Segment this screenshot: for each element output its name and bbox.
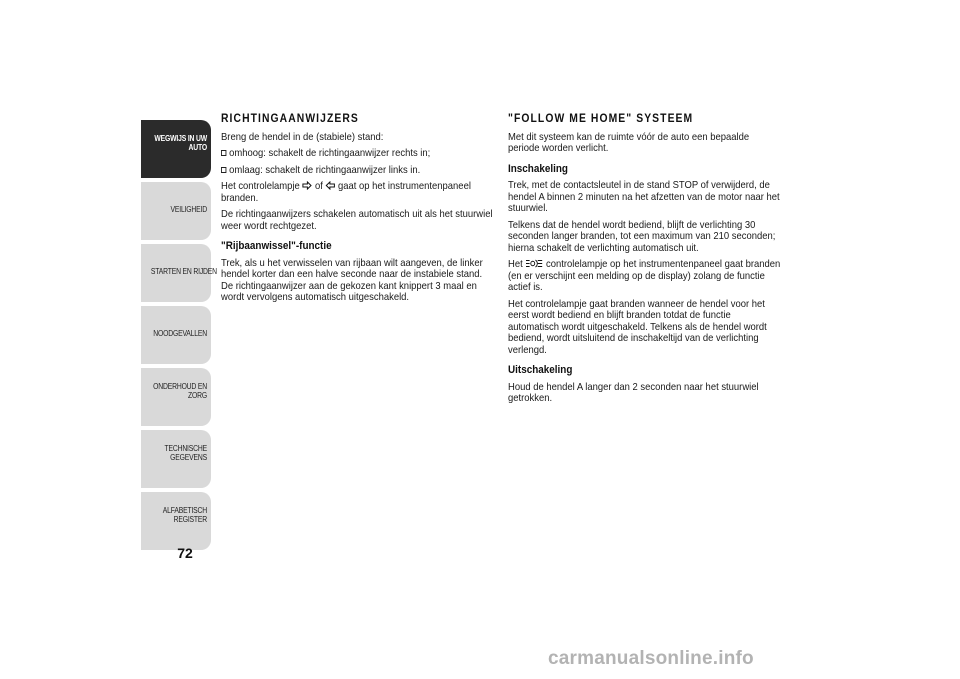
text: Trek, als u het verwisselen van rijbaan wilt aangeven, de linker hendel korter dan een halve seconde naar de instabiele stand. De richtingaanwijzer aan de gekozen kant knippert 3 maal en wordt vervolgens automatisch uitgeschakeld. xyxy=(221,256,483,303)
text: Breng de hendel in de (stabiele) stand: xyxy=(221,130,384,143)
paragraph xyxy=(221,209,496,232)
tab-label-line: TECHNISCHE xyxy=(164,444,207,453)
text: controlelampje op het instrumentenpaneel gaat branden (en er verschijnt een melding op de display) zolang de functie actief is. xyxy=(508,258,781,293)
checkbox-bullet-icon xyxy=(221,167,226,173)
text: gaat op het instrumentenpaneel branden. xyxy=(221,180,471,204)
tab-label-line: VEILIGHEID xyxy=(170,205,207,214)
tab-onderhoud-en-zorg[interactable] xyxy=(141,368,211,426)
tab-technische-gegevens[interactable] xyxy=(141,430,211,488)
text: omhoog: schakelt de richtingaanwijzer rechts in; xyxy=(229,147,431,159)
text: Het xyxy=(508,258,523,270)
follow-me-home-lamp-icon xyxy=(525,259,543,268)
subsection-title-inschakeling: Inschakeling xyxy=(508,162,568,175)
tab-label-line: STARTEN EN RIJDEN xyxy=(150,267,217,276)
checkbox-bullet-icon xyxy=(221,150,226,156)
paragraph xyxy=(221,132,496,144)
tab-label-line: GEGEVENS xyxy=(170,453,207,462)
paragraph xyxy=(221,181,496,204)
paragraph xyxy=(508,382,783,405)
paragraph xyxy=(221,258,496,304)
tab-label-line: ONDERHOUD EN xyxy=(153,382,207,391)
text: Met dit systeem kan de ruimte vóór de auto een bepaalde periode worden verlicht. xyxy=(508,130,750,154)
text: of xyxy=(314,180,323,192)
paragraph xyxy=(508,220,783,255)
right-turn-signal-icon xyxy=(302,181,312,190)
text: De richtingaanwijzers schakelen automatisch uit als het stuurwiel weer wordt rechtgezet. xyxy=(221,208,493,232)
bullet-item xyxy=(221,165,496,177)
left-column xyxy=(221,114,496,309)
tab-label-line: WEGWIJS IN UW xyxy=(154,134,207,143)
tab-label-line: AUTO xyxy=(188,143,207,152)
tab-label-line: ALFABETISCH xyxy=(162,506,207,515)
tab-label-line: REGISTER xyxy=(173,515,207,524)
tab-noodgevallen[interactable] xyxy=(141,306,211,364)
left-turn-signal-icon xyxy=(325,181,335,190)
section-title-follow-me-home: "FOLLOW ME HOME" SYSTEEM xyxy=(508,113,694,125)
tab-wegwijs-in-uw-auto[interactable] xyxy=(141,120,211,178)
text: Het controlelampje gaat branden wanneer de hendel voor het eerst wordt bediend en blijft branden totdat de functie automatisch wordt uitgeschakeld. Telkens als de hendel wordt bediend, wordt uitsluitend de inschakeltijd van de verlichting verlengd. xyxy=(508,297,767,356)
paragraph xyxy=(508,180,783,215)
paragraph xyxy=(508,259,783,294)
tab-starten-en-rijden[interactable] xyxy=(141,244,217,302)
text: Trek, met de contactsleutel in de stand STOP of verwijderd, de hendel A binnen 2 minuten na het afzetten van de motor naar het stuurwiel. xyxy=(508,179,780,214)
page-number: 72 xyxy=(177,545,193,561)
right-column xyxy=(508,114,783,410)
tab-label-line: ZORG xyxy=(188,391,207,400)
subsection-title-rijbaanwissel: "Rijbaanwissel"-functie xyxy=(221,240,332,252)
bullet-item xyxy=(221,148,496,160)
tab-alfabetisch-register[interactable] xyxy=(141,492,211,550)
paragraph xyxy=(508,132,783,155)
text: Het controlelampje xyxy=(221,180,300,192)
watermark: carmanualsonline.info xyxy=(548,648,754,669)
text: Houd de hendel A langer dan 2 seconden naar het stuurwiel getrokken. xyxy=(508,380,759,404)
tab-label-line: NOODGEVALLEN xyxy=(153,329,207,338)
text: omlaag: schakelt de richtingaanwijzer links in. xyxy=(229,163,421,176)
text: Telkens dat de hendel wordt bediend, blijft de verlichting 30 seconden langer branden, tot een maximum van 210 seconden; hierna schakelt de verlichting automatisch uit. xyxy=(508,218,776,254)
paragraph xyxy=(508,299,783,357)
subsection-title-uitschakeling: Uitschakeling xyxy=(508,364,573,376)
tab-veiligheid[interactable] xyxy=(141,182,211,240)
section-title-richtingaanwijzers: RICHTINGAANWIJZERS xyxy=(221,113,359,125)
